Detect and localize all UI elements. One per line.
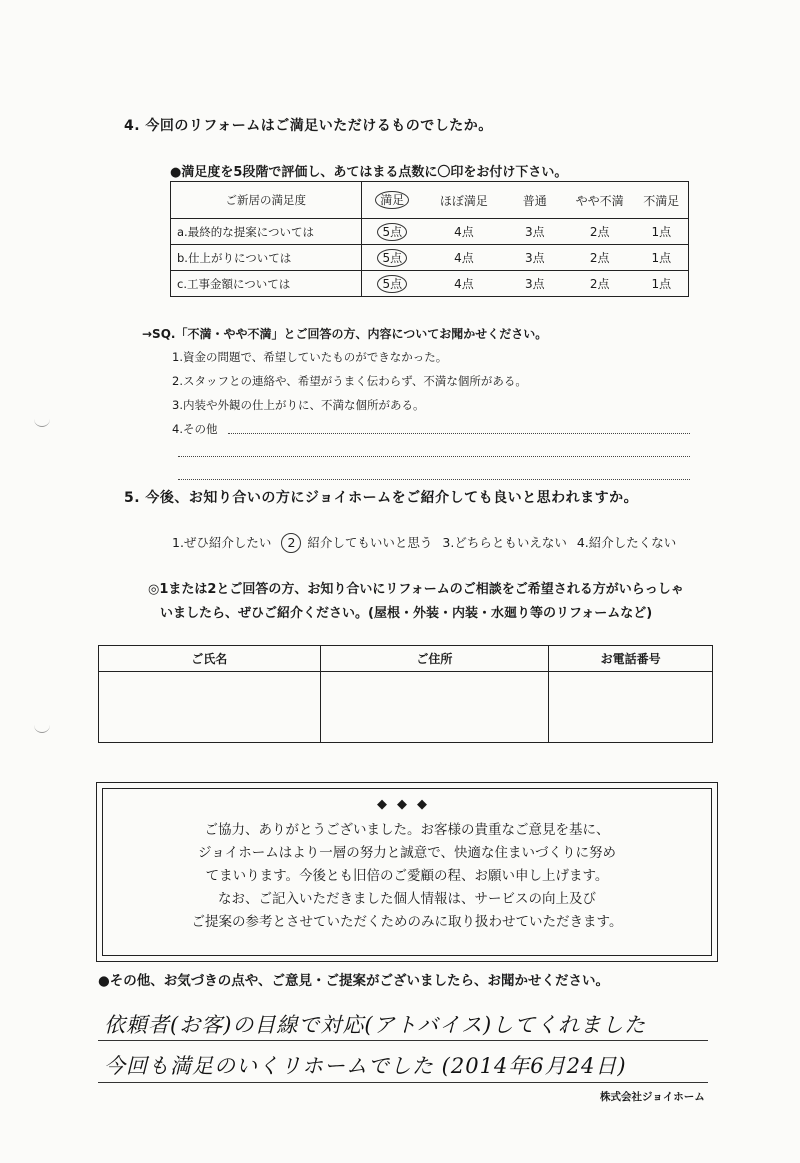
sq-item[interactable]: 4.その他 (172, 422, 218, 436)
level-neutral[interactable]: 普通 (505, 182, 565, 219)
sq-item[interactable]: 3.内装や外観の仕上がりに、不満な個所がある。 (172, 398, 425, 412)
sq-item[interactable]: 1.資金の問題で、希望していたものができなかった。 (172, 350, 448, 364)
company-name: 株式会社ジョイホーム (600, 1091, 705, 1103)
question-5-title: 5. 今後、お知り合いの方にジョイホームをご紹介しても良いと思われますか。 (124, 490, 639, 506)
score-cell[interactable]: 2点 (565, 219, 635, 245)
satisfaction-header-label: ご新居の満足度 (171, 182, 362, 219)
level-somewhat-dissatisfied[interactable]: やや不満 (565, 182, 635, 219)
thanks-box (96, 782, 718, 962)
answer-circle[interactable]: 2 (281, 533, 301, 553)
handwritten-comment-line2[interactable]: 今回も満足のいくリホームでした (2014年6月24日) (104, 1054, 627, 1078)
other-answer-line[interactable] (228, 433, 690, 434)
score-cell[interactable] (361, 271, 423, 297)
other-answer-line[interactable] (178, 456, 690, 457)
option-2[interactable]: 紹介してもいいと思う (307, 535, 433, 550)
name-field[interactable] (99, 672, 321, 743)
sq-item[interactable]: 2.スタッフとの連絡や、希望がうまく伝わらず、不満な個所がある。 (172, 374, 527, 388)
level-satisfied[interactable] (361, 182, 423, 219)
satisfaction-header-row (171, 182, 689, 219)
punch-hole-mark (34, 722, 50, 733)
diamond-icons: ◆◆◆ (377, 797, 437, 812)
column-name: ご氏名 (99, 646, 321, 672)
score-cell[interactable]: 3点 (505, 271, 565, 297)
score-cell[interactable]: 1点 (635, 219, 689, 245)
level-mostly-satisfied[interactable]: ほぼ満足 (423, 182, 505, 219)
question-4-title: 4. 今回のリフォームはご満足いただけるものでしたか。 (124, 118, 493, 134)
phone-field[interactable] (549, 672, 713, 743)
thanks-message: ご協力、ありがとうございました。お客様の貴重なご意見を基に、 ジョイホームはより一層の努力と誠意で、快適な住まいづくりに努め てまいります。今後とも旧倍のご愛顧の程、お願い申し上げます。 なお、ご記入いただきました個人情報は、サービスの向上及び ご提案の参考とさせていただくためのみに取り扱わせていただきます。 (191, 822, 623, 930)
option-4[interactable]: 4.紹介したくない (576, 535, 677, 550)
column-address: ご住所 (320, 646, 549, 672)
score-cell[interactable]: 2点 (565, 245, 635, 271)
comment-line (98, 1082, 708, 1083)
score-cell[interactable]: 4点 (423, 271, 505, 297)
referral-note-line1: ◎1または2とご回答の方、お知り合いにリフォームのご相談をご希望される方がいらっしゃ (148, 582, 684, 597)
answer-circle: 満足 (375, 191, 409, 209)
score-cell[interactable] (361, 219, 423, 245)
answer-circle: 5点 (377, 275, 407, 293)
satisfaction-table (170, 181, 689, 297)
question-4-instruction: ●満足度を5段階で評価し、あてはまる点数に〇印をお付け下さい。 (170, 165, 568, 180)
referral-table (98, 645, 713, 743)
satisfaction-row (171, 271, 689, 297)
score-cell[interactable]: 3点 (505, 219, 565, 245)
referral-options (172, 533, 682, 553)
column-phone: お電話番号 (549, 646, 713, 672)
score-cell[interactable]: 2点 (565, 271, 635, 297)
referral-note-line2: いましたら、ぜひご紹介ください。(屋根・外装・内装・水廻り等のリフォームなど) (160, 606, 653, 621)
score-cell[interactable]: 3点 (505, 245, 565, 271)
score-cell[interactable]: 1点 (635, 271, 689, 297)
comment-line (98, 1040, 708, 1041)
row-label: c.工事金額については (171, 271, 362, 297)
row-label: b.仕上がりについては (171, 245, 362, 271)
score-cell[interactable]: 4点 (423, 245, 505, 271)
row-label: a.最終的な提案については (171, 219, 362, 245)
satisfaction-row (171, 245, 689, 271)
punch-hole-mark (34, 416, 50, 427)
score-cell[interactable] (361, 245, 423, 271)
score-cell[interactable]: 1点 (635, 245, 689, 271)
option-3[interactable]: 3.どちらともいえない (442, 535, 567, 550)
handwritten-comment-line1[interactable]: 依頼者(お客)の目線で対応(アトバイス)してくれました (104, 1013, 647, 1037)
other-answer-line[interactable] (178, 479, 690, 480)
satisfaction-row (171, 219, 689, 245)
comments-prompt: ●その他、お気づきの点や、ご意見・ご提案がございましたら、お聞かせください。 (98, 973, 610, 989)
option-1[interactable]: 1.ぜひ紹介したい (172, 535, 272, 550)
sq-title: →SQ.「不満・やや不満」とご回答の方、内容についてお聞かせください。 (142, 327, 548, 341)
address-field[interactable] (320, 672, 549, 743)
level-dissatisfied[interactable]: 不満足 (635, 182, 689, 219)
answer-circle: 5点 (377, 223, 407, 241)
answer-circle: 5点 (377, 249, 407, 267)
score-cell[interactable]: 4点 (423, 219, 505, 245)
